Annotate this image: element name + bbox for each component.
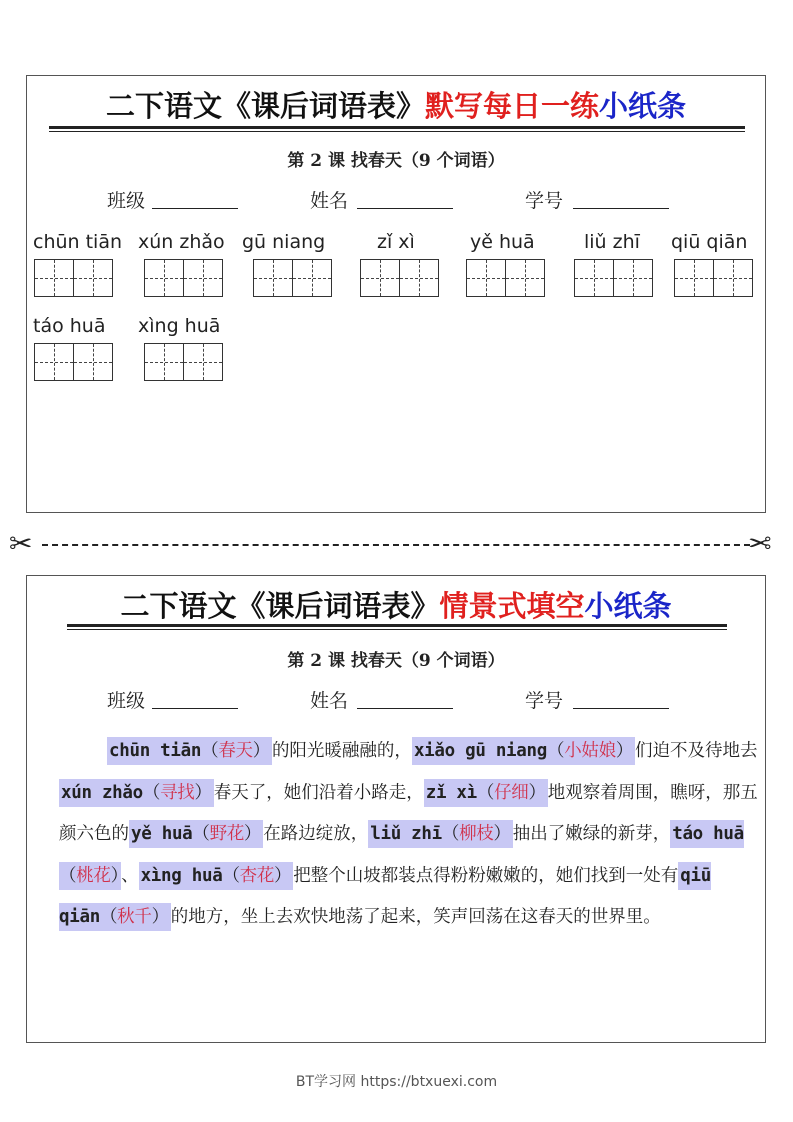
open-paren: （ — [222, 865, 240, 886]
passage-text: 把整个山坡都装点得粉粉嫩嫩的，她们找到一处有 — [293, 865, 679, 886]
open-paren: （ — [441, 824, 460, 844]
number-label: 学号 — [525, 190, 564, 212]
fill-in-card — [26, 575, 766, 1043]
title-underline-thin — [67, 629, 727, 630]
open-paren: （ — [201, 741, 219, 761]
passage-text: 抽出了嫩绿的新芽， — [512, 824, 671, 844]
name-label: 姓名 — [310, 690, 349, 712]
blank-answer: 寻找 — [160, 782, 195, 803]
blank-pinyin: táo huā — [672, 824, 744, 844]
passage-text: 的阳光暖融融的， — [271, 741, 412, 761]
open-paren: （ — [99, 907, 118, 927]
close-paren: ） — [615, 741, 634, 761]
writing-boxes[interactable] — [253, 259, 332, 297]
card-title: 二下语文《课后词语表》默写每日一练小纸条 — [105, 89, 687, 123]
blank-answer: 柳枝 — [459, 824, 494, 844]
number-field[interactable] — [573, 186, 669, 209]
passage-text: 春天了，她们沿着小路走， — [213, 782, 424, 803]
name-label: 姓名 — [310, 190, 349, 212]
number-label: 学号 — [525, 690, 564, 712]
open-paren: （ — [192, 824, 210, 844]
card-title: 二下语文《课后词语表》情景式填空小纸条 — [120, 589, 672, 623]
name-field[interactable] — [357, 186, 453, 209]
blank-answer: 仔细 — [494, 782, 529, 803]
blank-pinyin: xún zhǎo — [61, 782, 143, 803]
passage-text: 地观察着周围，瞧呀，那五颜六色的 — [59, 782, 758, 844]
writing-boxes[interactable] — [144, 259, 223, 297]
blank-answer: 杏花 — [239, 865, 275, 886]
name-field[interactable] — [357, 686, 453, 709]
close-paren: ） — [493, 824, 511, 844]
dictation-card: 二下语文《课后词语表》默写每日一练小纸条 第 2 课 找春天（9 个词语） 班级 姓名 学号 chūn tiān xún zhǎo gū niang zǐ xì yě huā liǔ zhī qiū qiān táo huā xìng huā — [26, 75, 766, 513]
blank-pinyin: yě huā — [131, 824, 193, 844]
scissors-icon: ✂ — [748, 527, 772, 560]
writing-boxes[interactable] — [466, 259, 545, 297]
class-label: 班级 — [107, 190, 146, 212]
open-paren: （ — [59, 865, 77, 886]
writing-boxes[interactable] — [574, 259, 653, 297]
blank-pinyin: qiū qiān — [59, 865, 711, 927]
number-field[interactable] — [573, 686, 669, 709]
blank-pinyin: xìng huā — [140, 865, 223, 886]
title-underline — [67, 624, 727, 627]
fill-blank[interactable] — [107, 737, 272, 765]
writing-boxes[interactable] — [674, 259, 753, 297]
blank-answer: 小姑娘 — [564, 741, 616, 761]
blank-pinyin: xiǎo gū niang — [413, 741, 548, 761]
fill-blank[interactable] — [368, 820, 512, 848]
passage-paragraph — [59, 731, 759, 939]
blank-answer: 春天 — [218, 741, 253, 761]
blank-pinyin: zǐ xì — [425, 782, 477, 803]
close-paren: ） — [274, 865, 292, 886]
open-paren: （ — [476, 782, 495, 803]
writing-boxes[interactable] — [34, 343, 113, 381]
class-field[interactable] — [152, 186, 238, 209]
open-paren: （ — [547, 741, 565, 761]
title-underline-thin — [49, 131, 745, 132]
cut-line — [42, 544, 750, 546]
close-paren: ） — [110, 865, 120, 886]
writing-boxes[interactable] — [34, 259, 113, 297]
blank-answer: 野花 — [209, 824, 245, 844]
blank-answer: 桃花 — [76, 865, 111, 886]
blank-pinyin: chūn tiān — [109, 741, 202, 761]
blank-answer: 秋千 — [117, 907, 152, 927]
close-paren: ） — [252, 741, 270, 761]
passage-text: 的地方，坐上去欢快地荡了起来，笑声回荡在这春天的世界里。 — [170, 907, 661, 927]
fill-blank[interactable] — [424, 779, 548, 807]
title-underline — [49, 126, 745, 129]
close-paren: ） — [528, 782, 546, 803]
lesson-subtitle: 第 2 课 找春天（9 个词语） — [287, 651, 505, 671]
footer-watermark: BT学习网 https://btxuexi.com — [295, 1074, 498, 1090]
fill-blank[interactable] — [129, 820, 263, 848]
close-paren: ） — [244, 824, 262, 844]
blank-pinyin: liǔ zhī — [370, 824, 442, 844]
fill-blank[interactable] — [139, 862, 294, 890]
passage-text: 们迫不及待地去 — [635, 741, 758, 761]
fill-blank[interactable] — [412, 737, 635, 765]
passage-text: 、 — [121, 865, 139, 886]
lesson-subtitle: 第 2 课 找春天（9 个词语） — [287, 151, 505, 171]
fill-blank[interactable] — [59, 779, 214, 807]
class-field[interactable] — [152, 686, 238, 709]
writing-boxes[interactable] — [144, 343, 223, 381]
close-paren: ） — [194, 782, 212, 803]
writing-boxes[interactable] — [360, 259, 439, 297]
class-label: 班级 — [107, 690, 146, 712]
scissors-icon: ✂ — [9, 527, 33, 560]
open-paren: （ — [142, 782, 161, 803]
passage-text: 在路边绽放， — [263, 824, 369, 844]
close-paren: ） — [151, 907, 169, 927]
